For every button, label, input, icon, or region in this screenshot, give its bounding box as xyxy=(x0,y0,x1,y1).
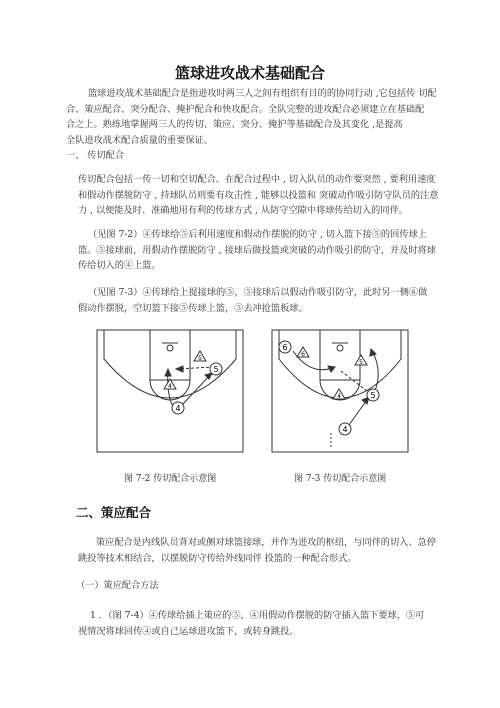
arrowhead xyxy=(328,366,335,372)
paragraph-line: 1 ．（图 7-4）④传球给插上策应的⑤，④用假动作摆脱的防守插入篮下要球，⑤可 xyxy=(90,610,425,621)
figure-caption-7-3: 图 7-3 传切配合示意图 xyxy=(294,474,387,484)
arrowhead xyxy=(370,349,376,356)
intro-line: 合之上。熟练地掌握两三人的传切、策应、突分、掩护等基础配合及其变化 ,是提高 xyxy=(66,119,403,130)
arrowhead xyxy=(205,373,212,379)
paragraph-line: 视情况将球回传④或自己运球进攻篮下，或转身跳投。 xyxy=(78,625,299,637)
document-title: 篮球进攻战术基础配合 xyxy=(174,64,325,82)
paragraph-line: 传给切入的④上篮。 xyxy=(78,260,161,271)
paragraph-line: 传切配合包括一传一切和空切配合。在配合过程中 , 切入队员的动作要突然 , 要利用速度 xyxy=(78,174,436,185)
player-label: 4 xyxy=(337,393,341,400)
paragraph-post-play xyxy=(78,535,448,566)
court-diagram-7-2 xyxy=(96,329,244,453)
court-diagram-7-3 xyxy=(271,329,409,453)
paragraph-fig-7-2 xyxy=(78,227,448,274)
player-label: 4 xyxy=(175,404,181,413)
court-boundary xyxy=(97,330,243,452)
paragraph-line: 力 , 以便能及时、准确地用有利的传球方式 , 从防守空隙中将球传给切入的同伴。 xyxy=(78,205,408,216)
paragraph-pass-cut xyxy=(78,172,448,219)
free-throw-lane xyxy=(320,330,360,380)
paragraph-line: 假动作摆脱，空切篮下接⑤传球上篮，⑤去冲抢篮板球。 xyxy=(78,302,308,314)
arrowhead xyxy=(176,366,183,372)
paragraph-line: 和假动作摆脱防守 , 持球队员则要有攻击性 , 能够以投篮和 突破动作吸引防守队员的注意 xyxy=(78,189,439,201)
basket-rim xyxy=(337,345,343,351)
player-label: 5 xyxy=(359,359,363,366)
paragraph-fig-7-3 xyxy=(78,285,448,316)
player-label: 5 xyxy=(213,365,219,374)
paragraph-fig-7-4 xyxy=(78,608,448,639)
figure-caption-7-2: 图 7-2 传切配合示意图 xyxy=(124,474,217,484)
player-label: 5 xyxy=(370,391,376,400)
paragraph-line: （见图 7-3）④传球给上提接球的⑤，⑤接球后以假动作吸引防守，此时另一侧⑥做 xyxy=(88,287,428,298)
paragraph-line: （见图 7-2）④传球给⑤后利用速度和假动作摆脱的防守 , 切入篮下接⑤的回传球上 xyxy=(88,229,427,240)
intro-line: 合、策应配合、突分配合、掩护配合和快攻配合。全队完整的进攻配合必须建立在基础配 xyxy=(66,103,425,115)
intro-line: 篮球进攻战术基础配合是指进攻时两三人之间有组织有目的的协同行动 ,它包括传 切配 xyxy=(88,88,437,99)
player-label: 4 xyxy=(168,383,172,390)
player-label: 4 xyxy=(342,425,348,434)
player-label: 6 xyxy=(301,351,305,358)
subheading-post-method: （一）策应配合方法 xyxy=(76,580,159,591)
intro-line: 全队进攻战术配合质量的重要保证。 xyxy=(66,134,213,146)
basket-rim xyxy=(167,345,173,351)
player-label: 6 xyxy=(282,343,288,352)
three-point-arc xyxy=(279,330,401,398)
paragraph-line: 跳投等技术相结合，以摆脱防守传给外线同伴 投篮的一种配合形式。 xyxy=(78,552,357,564)
intro-paragraph xyxy=(66,86,446,148)
section2-heading: 二、策应配合 xyxy=(76,505,152,520)
arrowhead xyxy=(165,369,171,376)
paragraph-line: 策应配合是内线队员背对或侧对球篮接球，并作为进攻的枢纽，与同伴的切入、急停 xyxy=(96,537,436,548)
pass-to-cutter-line xyxy=(341,371,367,391)
paragraph-line: 篮。⑤接球前，用假动作摆脱防守 , 接球后做投篮或突破的动作吸引的防守，并及时将球 xyxy=(78,244,436,256)
player-label: 5 xyxy=(198,355,202,362)
section1-heading: 一、 传切配合 xyxy=(66,150,125,161)
